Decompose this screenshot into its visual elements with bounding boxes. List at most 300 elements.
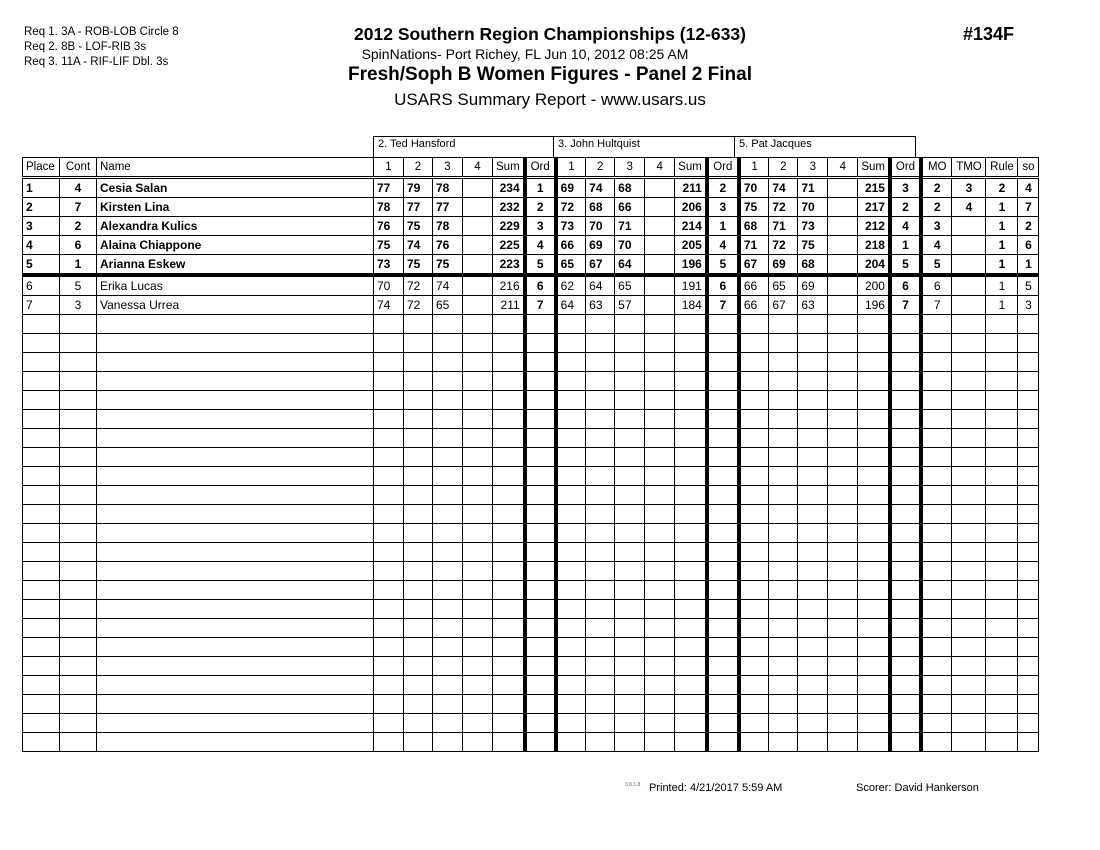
judge2-sum: 191: [675, 275, 707, 296]
col-mo: MO: [921, 158, 952, 178]
empty-cell: [374, 448, 404, 467]
empty-cell: [433, 448, 463, 467]
judge1-sum: 223: [493, 255, 525, 276]
empty-cell: [858, 600, 890, 619]
empty-cell: [586, 676, 615, 695]
empty-cell: [374, 676, 404, 695]
empty-cell: [921, 486, 952, 505]
empty-cell: [707, 638, 739, 657]
empty-cell: [739, 638, 769, 657]
empty-cell: [493, 429, 525, 448]
empty-row: [23, 543, 1039, 562]
empty-cell: [97, 714, 374, 733]
judge3-sum: 217: [858, 198, 890, 217]
empty-cell: [952, 619, 986, 638]
judge1-fig2-score: 77: [404, 198, 433, 217]
empty-cell: [433, 372, 463, 391]
empty-cell: [60, 543, 97, 562]
empty-cell: [404, 695, 433, 714]
judge2-fig4-score: [645, 198, 675, 217]
empty-cell: [858, 391, 890, 410]
judge1-fig3-score: 78: [433, 178, 463, 198]
empty-cell: [97, 619, 374, 638]
empty-cell: [1018, 543, 1039, 562]
empty-cell: [952, 391, 986, 410]
empty-cell: [645, 600, 675, 619]
empty-row: [23, 429, 1039, 448]
empty-cell: [586, 695, 615, 714]
judge1-ordinal: 6: [525, 275, 556, 296]
empty-cell: [986, 543, 1018, 562]
empty-cell: [675, 524, 707, 543]
judge1-sum: 232: [493, 198, 525, 217]
judge1-ordinal: 7: [525, 296, 556, 315]
empty-cell: [586, 543, 615, 562]
empty-cell: [858, 372, 890, 391]
judge1-fig2-score: 75: [404, 255, 433, 276]
empty-cell: [828, 315, 858, 334]
empty-cell: [739, 486, 769, 505]
empty-cell: [404, 467, 433, 486]
col-j2-fig4: 4: [645, 158, 675, 178]
empty-row: [23, 334, 1039, 353]
empty-cell: [374, 543, 404, 562]
empty-cell: [493, 676, 525, 695]
empty-row: [23, 638, 1039, 657]
empty-cell: [23, 486, 60, 505]
empty-cell: [586, 372, 615, 391]
empty-cell: [707, 391, 739, 410]
empty-cell: [707, 714, 739, 733]
so-cell: 1: [1018, 255, 1039, 276]
empty-cell: [645, 486, 675, 505]
empty-cell: [97, 657, 374, 676]
empty-cell: [1018, 486, 1039, 505]
judge1-fig4-score: [463, 255, 493, 276]
empty-cell: [404, 505, 433, 524]
empty-cell: [433, 638, 463, 657]
empty-cell: [986, 353, 1018, 372]
empty-cell: [645, 562, 675, 581]
empty-cell: [493, 448, 525, 467]
empty-cell: [463, 372, 493, 391]
empty-cell: [858, 619, 890, 638]
empty-cell: [986, 448, 1018, 467]
empty-cell: [739, 505, 769, 524]
empty-cell: [798, 467, 828, 486]
empty-cell: [952, 486, 986, 505]
empty-cell: [675, 467, 707, 486]
empty-cell: [60, 581, 97, 600]
judge3-fig2-score: 67: [769, 296, 798, 315]
empty-cell: [828, 391, 858, 410]
empty-cell: [586, 334, 615, 353]
empty-cell: [525, 486, 556, 505]
empty-cell: [97, 581, 374, 600]
empty-cell: [463, 600, 493, 619]
empty-cell: [769, 486, 798, 505]
empty-cell: [525, 353, 556, 372]
empty-cell: [645, 619, 675, 638]
empty-cell: [798, 372, 828, 391]
empty-cell: [986, 334, 1018, 353]
empty-cell: [463, 581, 493, 600]
empty-cell: [493, 581, 525, 600]
empty-cell: [463, 524, 493, 543]
empty-cell: [463, 619, 493, 638]
empty-cell: [23, 600, 60, 619]
empty-cell: [890, 372, 921, 391]
col-j2-fig2: 2: [586, 158, 615, 178]
empty-cell: [374, 638, 404, 657]
report-subtitle: USARS Summary Report - www.usars.us: [394, 90, 706, 109]
col-cont: Cont: [60, 158, 97, 178]
empty-cell: [675, 676, 707, 695]
empty-cell: [1018, 562, 1039, 581]
judge2-ordinal: 4: [707, 236, 739, 255]
judge3-sum: 212: [858, 217, 890, 236]
empty-cell: [586, 524, 615, 543]
empty-cell: [707, 486, 739, 505]
empty-cell: [615, 372, 645, 391]
empty-cell: [890, 638, 921, 657]
empty-cell: [586, 657, 615, 676]
judge1-ordinal: 1: [525, 178, 556, 198]
empty-cell: [739, 733, 769, 752]
empty-cell: [404, 372, 433, 391]
judge2-ordinal: 5: [707, 255, 739, 276]
mo-cell: 3: [921, 217, 952, 236]
empty-cell: [463, 676, 493, 695]
empty-cell: [1018, 733, 1039, 752]
empty-cell: [433, 505, 463, 524]
mo-cell: 2: [921, 178, 952, 198]
empty-cell: [615, 467, 645, 486]
judge1-fig2-score: 72: [404, 275, 433, 296]
empty-cell: [525, 695, 556, 714]
empty-cell: [374, 562, 404, 581]
table-row: [23, 255, 1039, 276]
empty-cell: [556, 733, 586, 752]
empty-cell: [586, 600, 615, 619]
empty-cell: [493, 695, 525, 714]
empty-row: [23, 505, 1039, 524]
empty-cell: [374, 410, 404, 429]
judge1-fig2-score: 72: [404, 296, 433, 315]
empty-cell: [374, 372, 404, 391]
empty-cell: [986, 486, 1018, 505]
empty-cell: [23, 543, 60, 562]
mo-cell: 5: [921, 255, 952, 276]
cont-cell: 1: [60, 255, 97, 276]
cont-cell: 3: [60, 296, 97, 315]
empty-cell: [890, 733, 921, 752]
empty-cell: [463, 353, 493, 372]
col-j2-sum: Sum: [675, 158, 707, 178]
empty-cell: [97, 505, 374, 524]
empty-cell: [615, 619, 645, 638]
empty-cell: [586, 619, 615, 638]
empty-cell: [60, 619, 97, 638]
empty-cell: [586, 353, 615, 372]
empty-cell: [556, 543, 586, 562]
empty-cell: [769, 334, 798, 353]
judge2-fig1-score: 62: [556, 275, 586, 296]
empty-cell: [798, 676, 828, 695]
judge3-fig1-score: 66: [739, 296, 769, 315]
judge3-fig3-score: 73: [798, 217, 828, 236]
empty-cell: [374, 524, 404, 543]
empty-cell: [493, 619, 525, 638]
empty-cell: [433, 543, 463, 562]
rule-cell: 2: [986, 178, 1018, 198]
empty-cell: [97, 486, 374, 505]
empty-cell: [645, 733, 675, 752]
empty-cell: [1018, 410, 1039, 429]
empty-cell: [60, 676, 97, 695]
empty-cell: [97, 695, 374, 714]
empty-cell: [586, 429, 615, 448]
empty-cell: [645, 391, 675, 410]
empty-cell: [493, 562, 525, 581]
empty-cell: [675, 638, 707, 657]
empty-cell: [433, 581, 463, 600]
empty-cell: [433, 695, 463, 714]
judge3-sum: 215: [858, 178, 890, 198]
empty-cell: [374, 695, 404, 714]
empty-cell: [986, 695, 1018, 714]
empty-row: [23, 733, 1039, 752]
empty-cell: [97, 638, 374, 657]
judge3-fig2-score: 69: [769, 255, 798, 276]
empty-cell: [615, 315, 645, 334]
empty-cell: [952, 600, 986, 619]
empty-cell: [615, 695, 645, 714]
empty-cell: [374, 486, 404, 505]
empty-cell: [828, 486, 858, 505]
empty-cell: [404, 562, 433, 581]
empty-cell: [404, 638, 433, 657]
judge1-fig1-score: 76: [374, 217, 404, 236]
empty-cell: [1018, 714, 1039, 733]
empty-cell: [433, 429, 463, 448]
empty-cell: [404, 543, 433, 562]
judge3-fig4-score: [828, 236, 858, 255]
empty-cell: [645, 714, 675, 733]
empty-cell: [556, 581, 586, 600]
empty-cell: [890, 657, 921, 676]
empty-cell: [23, 429, 60, 448]
judge3-sum: 204: [858, 255, 890, 276]
empty-cell: [921, 391, 952, 410]
empty-cell: [890, 600, 921, 619]
empty-cell: [493, 657, 525, 676]
judge1-fig3-score: 75: [433, 255, 463, 276]
empty-cell: [798, 486, 828, 505]
empty-cell: [798, 733, 828, 752]
column-header-row: [23, 158, 1039, 178]
col-j1-fig2: 2: [404, 158, 433, 178]
empty-row: [23, 410, 1039, 429]
empty-cell: [433, 486, 463, 505]
empty-cell: [556, 619, 586, 638]
empty-cell: [858, 410, 890, 429]
empty-cell: [23, 372, 60, 391]
empty-cell: [463, 315, 493, 334]
empty-cell: [97, 353, 374, 372]
empty-cell: [921, 543, 952, 562]
empty-cell: [798, 391, 828, 410]
empty-cell: [952, 562, 986, 581]
empty-cell: [828, 353, 858, 372]
empty-cell: [463, 505, 493, 524]
empty-cell: [60, 486, 97, 505]
requirement-2: Req 2. 8B - LOF-RIB 3s: [24, 41, 147, 53]
empty-cell: [60, 353, 97, 372]
empty-cell: [23, 695, 60, 714]
empty-cell: [707, 657, 739, 676]
judge1-fig4-score: [463, 198, 493, 217]
judge3-sum: 218: [858, 236, 890, 255]
empty-cell: [675, 334, 707, 353]
cont-cell: 2: [60, 217, 97, 236]
empty-cell: [615, 733, 645, 752]
empty-cell: [828, 543, 858, 562]
empty-cell: [493, 372, 525, 391]
col-so: so: [1018, 158, 1039, 178]
empty-cell: [374, 581, 404, 600]
empty-cell: [1018, 429, 1039, 448]
empty-cell: [675, 505, 707, 524]
judge1-sum: 229: [493, 217, 525, 236]
empty-cell: [525, 505, 556, 524]
empty-cell: [769, 695, 798, 714]
empty-cell: [828, 638, 858, 657]
judge2-fig1-score: 73: [556, 217, 586, 236]
empty-cell: [23, 619, 60, 638]
judge2-fig1-score: 69: [556, 178, 586, 198]
empty-cell: [798, 448, 828, 467]
empty-cell: [493, 391, 525, 410]
empty-cell: [1018, 676, 1039, 695]
judge2-fig2-score: 64: [586, 275, 615, 296]
judge1-sum: 216: [493, 275, 525, 296]
empty-cell: [493, 714, 525, 733]
empty-cell: [525, 600, 556, 619]
empty-cell: [404, 334, 433, 353]
empty-cell: [890, 334, 921, 353]
empty-cell: [798, 353, 828, 372]
empty-cell: [798, 315, 828, 334]
empty-cell: [433, 619, 463, 638]
empty-cell: [769, 714, 798, 733]
empty-cell: [769, 638, 798, 657]
empty-cell: [769, 391, 798, 410]
empty-cell: [23, 733, 60, 752]
empty-cell: [769, 562, 798, 581]
empty-cell: [858, 334, 890, 353]
empty-cell: [798, 334, 828, 353]
empty-cell: [1018, 695, 1039, 714]
judge2-fig3-score: 64: [615, 255, 645, 276]
empty-cell: [828, 695, 858, 714]
empty-cell: [404, 600, 433, 619]
empty-cell: [525, 467, 556, 486]
empty-cell: [828, 467, 858, 486]
judge2-fig1-score: 66: [556, 236, 586, 255]
empty-cell: [986, 562, 1018, 581]
empty-cell: [858, 505, 890, 524]
empty-cell: [23, 467, 60, 486]
judge2-fig3-score: 66: [615, 198, 645, 217]
empty-cell: [556, 600, 586, 619]
col-j3-fig1: 1: [739, 158, 769, 178]
empty-cell: [675, 315, 707, 334]
empty-cell: [798, 638, 828, 657]
judge1-fig2-score: 75: [404, 217, 433, 236]
empty-cell: [60, 334, 97, 353]
empty-cell: [493, 505, 525, 524]
empty-cell: [675, 657, 707, 676]
empty-cell: [921, 372, 952, 391]
empty-cell: [404, 619, 433, 638]
empty-cell: [374, 353, 404, 372]
empty-cell: [798, 562, 828, 581]
empty-cell: [675, 391, 707, 410]
judge1-fig4-score: [463, 178, 493, 198]
place-cell: 5: [23, 255, 60, 276]
name-cell: Alaina Chiappone: [97, 236, 374, 255]
empty-cell: [739, 353, 769, 372]
judge3-fig2-score: 71: [769, 217, 798, 236]
table-row: [23, 296, 1039, 315]
empty-cell: [60, 714, 97, 733]
judge2-fig4-score: [645, 236, 675, 255]
empty-cell: [374, 600, 404, 619]
name-cell: Kirsten Lina: [97, 198, 374, 217]
empty-cell: [921, 562, 952, 581]
empty-cell: [463, 638, 493, 657]
empty-cell: [858, 467, 890, 486]
empty-cell: [463, 410, 493, 429]
judge3-ordinal: 4: [890, 217, 921, 236]
col-place: Place: [23, 158, 60, 178]
empty-cell: [23, 657, 60, 676]
empty-cell: [858, 714, 890, 733]
judge2-fig4-score: [645, 217, 675, 236]
empty-row: [23, 714, 1039, 733]
empty-cell: [739, 619, 769, 638]
empty-cell: [374, 467, 404, 486]
empty-cell: [858, 562, 890, 581]
empty-cell: [769, 676, 798, 695]
judge3-fig1-score: 66: [739, 275, 769, 296]
empty-cell: [433, 315, 463, 334]
empty-cell: [433, 353, 463, 372]
empty-cell: [769, 429, 798, 448]
empty-cell: [890, 695, 921, 714]
empty-cell: [858, 429, 890, 448]
empty-cell: [739, 467, 769, 486]
empty-cell: [23, 638, 60, 657]
empty-cell: [739, 581, 769, 600]
empty-cell: [463, 429, 493, 448]
empty-cell: [707, 467, 739, 486]
empty-cell: [433, 334, 463, 353]
empty-cell: [374, 505, 404, 524]
empty-cell: [1018, 391, 1039, 410]
empty-cell: [675, 619, 707, 638]
